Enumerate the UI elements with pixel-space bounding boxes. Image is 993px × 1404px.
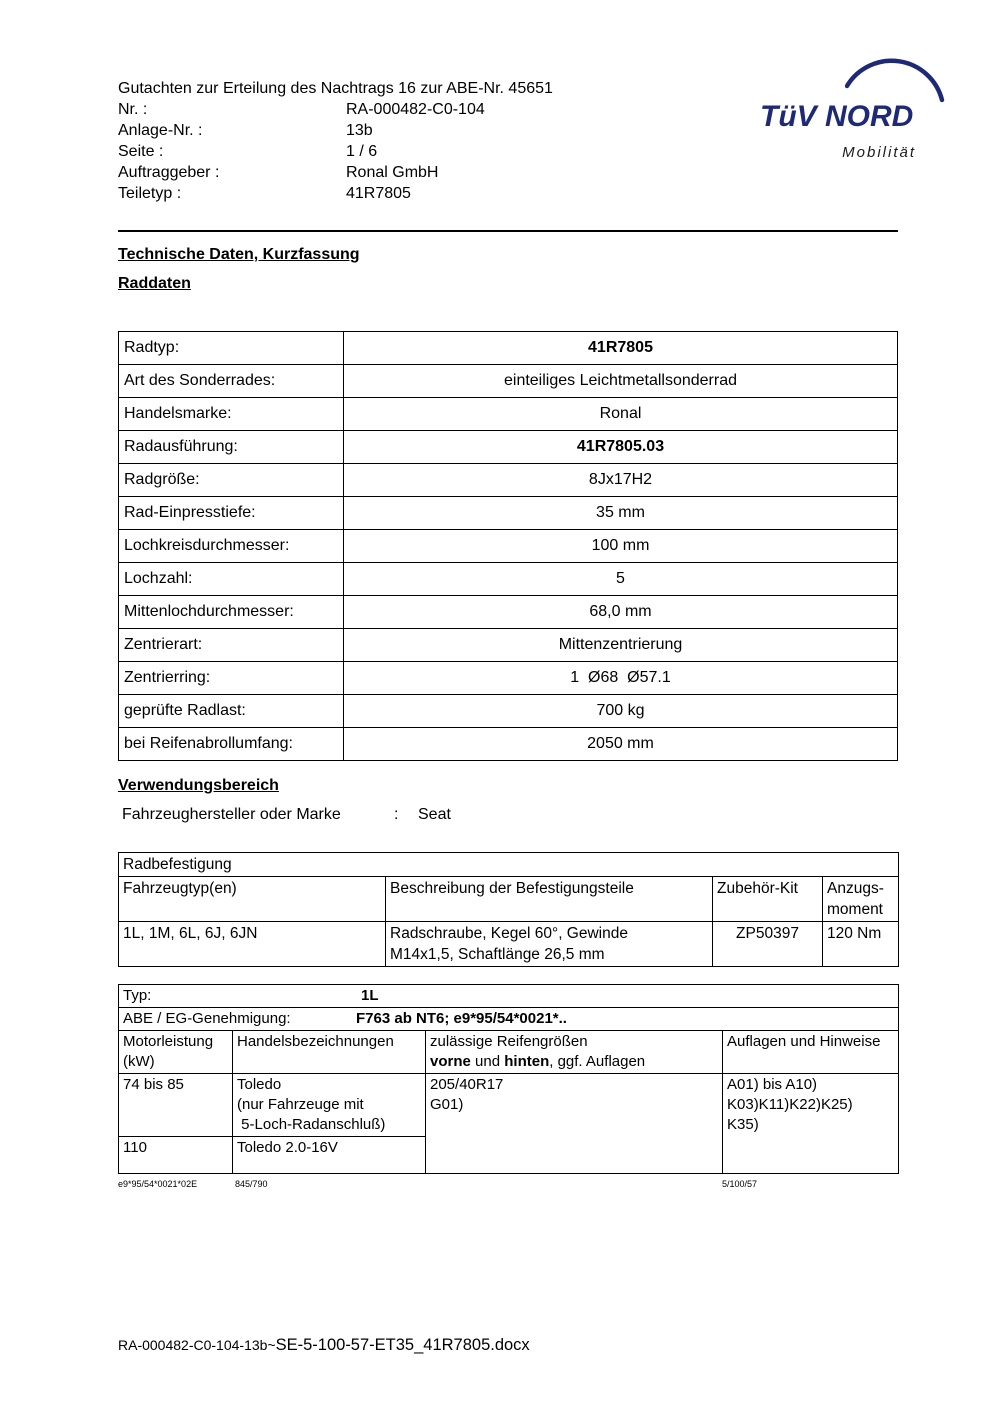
motorleistung-cell: 74 bis 85: [119, 1074, 233, 1137]
raddaten-label: geprüfte Radlast:: [119, 695, 344, 728]
header-text: , ggf. Auflagen: [549, 1053, 646, 1070]
field-value: Ronal GmbH: [346, 164, 439, 181]
bezeichnung-line: Toledo: [237, 1076, 282, 1093]
auflagen-cell: [723, 1074, 899, 1174]
table-row: [119, 398, 898, 431]
table-row: [119, 695, 898, 728]
reifengroessen-cell: [426, 1074, 723, 1174]
radbefestigung-table: [118, 852, 899, 967]
typ-label: Typ:: [123, 987, 152, 1004]
table-row: [119, 985, 899, 1008]
table-row: [119, 853, 899, 877]
header-bold: vorne: [430, 1053, 471, 1070]
table-header-row: [119, 877, 899, 922]
raddaten-value: Ronal: [344, 398, 898, 431]
raddaten-value: 68,0 mm: [344, 596, 898, 629]
typ-table: [118, 984, 899, 1174]
column-header: Zubehör-Kit: [713, 877, 823, 922]
raddaten-label: bei Reifenabrollumfang:: [119, 728, 344, 761]
beschreibung-line: Radschraube, Kegel 60°, Gewinde: [390, 925, 628, 942]
hersteller-colon: :: [394, 806, 399, 823]
hersteller-line: [118, 806, 898, 824]
raddaten-value: Mittenzentrierung: [344, 629, 898, 662]
column-header-motorleistung: [119, 1031, 233, 1074]
table-row: [119, 922, 899, 967]
brand-wordmark: TüV NORD: [760, 100, 914, 133]
field-label: Auftraggeber :: [118, 164, 220, 181]
raddaten-label: Radausführung:: [119, 431, 344, 464]
handelsbezeichnung-cell: [233, 1074, 426, 1137]
header-line: zulässige Reifengrößen: [430, 1033, 588, 1050]
hersteller-label: Fahrzeughersteller oder Marke: [122, 806, 341, 823]
raddaten-label: Mittenlochdurchmesser:: [119, 596, 344, 629]
field-value: RA-000482-C0-104: [346, 101, 485, 118]
raddaten-value: 100 mm: [344, 530, 898, 563]
raddaten-value: 5: [344, 563, 898, 596]
auflagen-line: K35): [727, 1116, 759, 1133]
raddaten-value: 41R7805.03: [344, 431, 898, 464]
raddaten-value: 1 Ø68 Ø57.1: [344, 662, 898, 695]
column-header: Beschreibung der Befestigungsteile: [386, 877, 713, 922]
footnote-left: e9*95/54*0021*02E: [118, 1179, 198, 1189]
raddaten-label: Rad-Einpresstiefe:: [119, 497, 344, 530]
header-field-teiletyp: [118, 183, 898, 204]
typ-value: 1L: [361, 987, 379, 1004]
column-header-handelsbezeichnungen: Handelsbezeichnungen: [233, 1031, 426, 1074]
table-row: [119, 662, 898, 695]
abe-label: ABE / EG-Genehmigung:: [123, 1010, 291, 1027]
abe-row-cell: [119, 1008, 899, 1031]
column-header-auflagen: Auflagen und Hinweise: [723, 1031, 899, 1074]
table-row: [119, 365, 898, 398]
beschreibung-cell: [386, 922, 713, 967]
motorleistung-cell: 110: [119, 1137, 233, 1174]
brand-subtitle: Mobilität: [842, 144, 916, 161]
column-header-reifengroessen: [426, 1031, 723, 1074]
header-line: [430, 1052, 718, 1072]
header-divider: [118, 230, 898, 232]
anzugsmoment-cell: 120 Nm: [823, 922, 899, 967]
field-value: 1 / 6: [346, 143, 378, 160]
document-title: Gutachten zur Erteilung des Nachtrags 16 zur ABE-Nr. 45651: [118, 80, 553, 97]
field-label: Teiletyp :: [118, 185, 182, 202]
reifen-line: G01): [430, 1096, 464, 1113]
table-row: [119, 431, 898, 464]
raddaten-value: 700 kg: [344, 695, 898, 728]
raddaten-label: Handelsmarke:: [119, 398, 344, 431]
bezeichnung-line: (nur Fahrzeuge mit: [237, 1096, 364, 1113]
table-row: [119, 629, 898, 662]
column-header: Fahrzeugtyp(en): [119, 877, 386, 922]
raddaten-table: [118, 331, 898, 761]
raddaten-label: Lochkreisdurchmesser:: [119, 530, 344, 563]
raddaten-label: Zentrierart:: [119, 629, 344, 662]
section-heading-raddaten: Raddaten: [118, 275, 191, 292]
raddaten-value: 35 mm: [344, 497, 898, 530]
typ-row-cell: [119, 985, 899, 1008]
zubehoer-kit-cell: ZP50397: [713, 922, 823, 967]
header-bold: hinten: [504, 1053, 550, 1070]
auflagen-line: K03)K11)K22)K25): [727, 1096, 853, 1113]
footer-filename-main: SE-5-100-57-ET35_41R7805.docx: [275, 1336, 530, 1354]
field-label: Anlage-Nr. :: [118, 122, 203, 139]
footer-filename-prefix: RA-000482-C0-104-13b~: [118, 1337, 276, 1353]
raddaten-label: Lochzahl:: [119, 563, 344, 596]
abe-value: F763 ab NT6; e9*95/54*0021*..: [356, 1010, 567, 1027]
raddaten-label: Zentrierring:: [119, 662, 344, 695]
field-value: 41R7805: [346, 185, 411, 202]
table-row: [119, 530, 898, 563]
raddaten-label: Art des Sonderrades:: [119, 365, 344, 398]
header-line: Motorleistung: [123, 1033, 214, 1050]
field-value: 13b: [346, 122, 373, 139]
table-row: [119, 728, 898, 761]
handelsbezeichnung-cell: Toledo 2.0-16V: [233, 1137, 426, 1174]
radbefestigung-title: Radbefestigung: [119, 853, 899, 877]
footnote-row: [118, 1179, 898, 1191]
table-row: [119, 332, 898, 365]
table-row: [119, 596, 898, 629]
table-header-row: [119, 1031, 899, 1074]
beschreibung-line: M14x1,5, Schaftlänge 26,5 mm: [390, 946, 605, 963]
raddaten-value: 2050 mm: [344, 728, 898, 761]
footnote-mid: 845/790: [235, 1179, 268, 1189]
reifen-line: 205/40R17: [430, 1076, 504, 1093]
auflagen-line: A01) bis A10): [727, 1076, 818, 1093]
table-row: [119, 1008, 899, 1031]
bezeichnung-line: 5-Loch-Radanschluß): [237, 1116, 386, 1133]
tuv-nord-logo: [744, 50, 949, 172]
raddaten-label: Radtyp:: [119, 332, 344, 365]
column-header: Anzugs-moment: [823, 877, 899, 922]
header-line: (kW): [123, 1053, 155, 1070]
raddaten-value: 41R7805: [344, 332, 898, 365]
table-row: [119, 1074, 899, 1137]
hersteller-value: Seat: [418, 806, 451, 823]
section-heading-technische-daten: Technische Daten, Kurzfassung: [118, 246, 360, 263]
table-row: [119, 464, 898, 497]
section-heading-verwendungsbereich: Verwendungsbereich: [118, 777, 279, 794]
footnote-right: 5/100/57: [722, 1179, 758, 1189]
field-label: Nr. :: [118, 101, 148, 118]
raddaten-value: einteiliges Leichtmetallsonderrad: [344, 365, 898, 398]
table-row: [119, 563, 898, 596]
header-text: und: [470, 1053, 505, 1070]
fahrzeugtypen-cell: 1L, 1M, 6L, 6J, 6JN: [119, 922, 386, 967]
raddaten-label: Radgröße:: [119, 464, 344, 497]
raddaten-value: 8Jx17H2: [344, 464, 898, 497]
table-row: [119, 497, 898, 530]
footer-filename: [118, 1336, 530, 1355]
field-label: Seite :: [118, 143, 164, 160]
